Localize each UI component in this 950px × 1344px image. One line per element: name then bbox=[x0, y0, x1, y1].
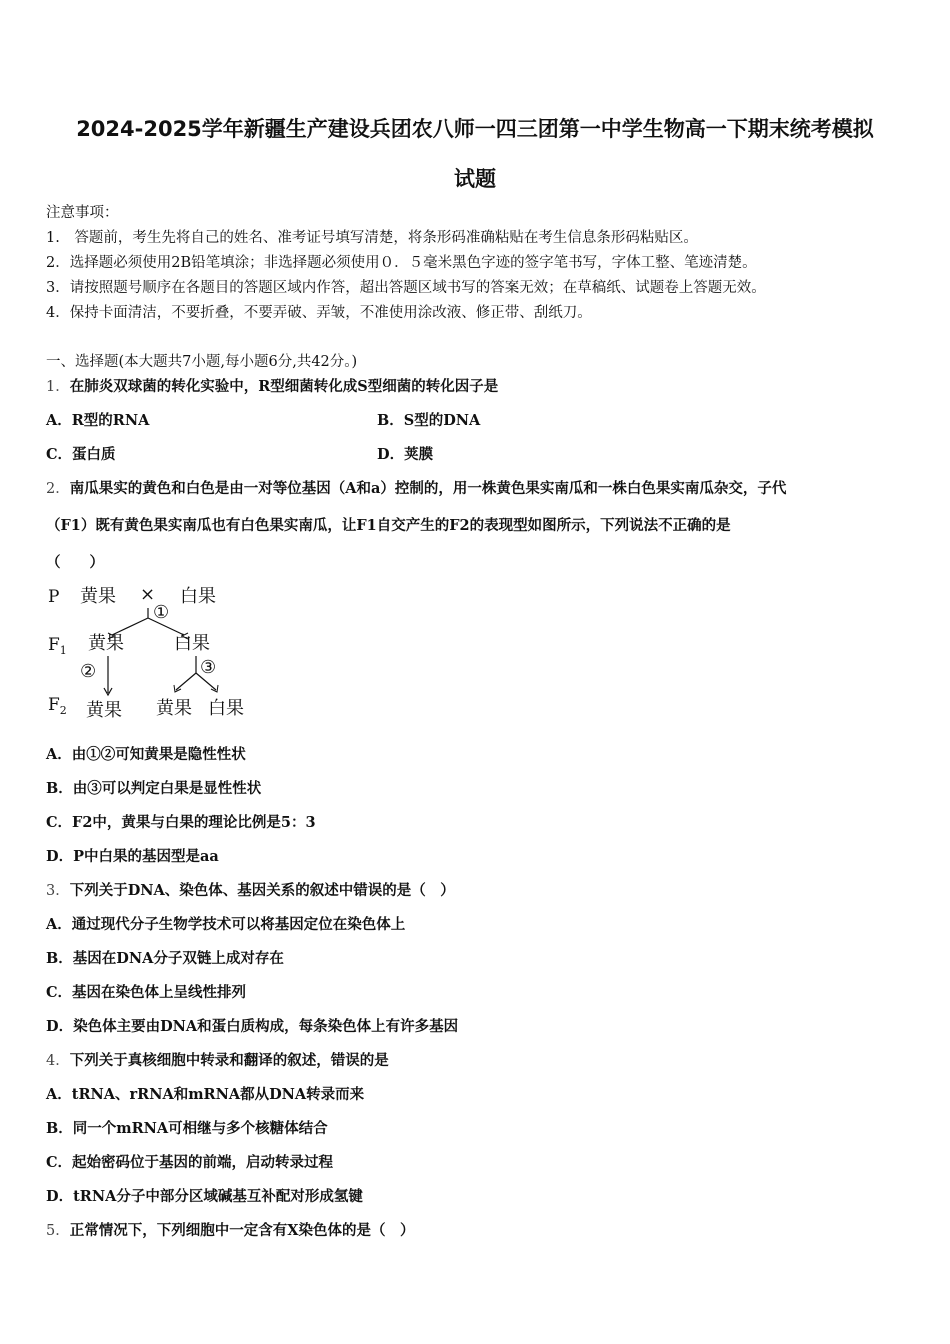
question-stem: 在肺炎双球菌的转化实验中，R型细菌转化成S型细菌的转化因子是 bbox=[69, 378, 499, 395]
q1-option-c: C．蛋白质 bbox=[46, 446, 116, 463]
selfing-arrow-yellow bbox=[104, 656, 112, 695]
f2-yellow-fruit: 黄果 bbox=[86, 700, 122, 721]
notice-item: 2．选择题必须使用2B铅笔填涂；非选择题必须使用０．５毫米黑色字迹的签字笔书写，字体工整、笔迹清楚。 bbox=[46, 255, 757, 271]
question-number: 5． bbox=[46, 1223, 70, 1239]
step-1-marker: ① bbox=[153, 602, 170, 623]
step-2-marker: ② bbox=[80, 661, 97, 682]
question-5 bbox=[46, 1221, 414, 1241]
p-white-fruit: 白果 bbox=[180, 586, 216, 607]
p-yellow-fruit: 黄果 bbox=[80, 586, 116, 607]
question-number: 1． bbox=[46, 379, 70, 395]
q1-option-b: B．S型的DNA bbox=[377, 412, 481, 429]
page-title: 2024-2025学年新疆生产建设兵团农八师一四三团第一中学生物高一下期末统考模拟 bbox=[76, 117, 874, 141]
page-title-continued: 试题 bbox=[454, 167, 496, 191]
question-stem-continued: （F1）既有黄色果实南瓜也有白色果实南瓜，让F1自交产生的F2的表现型如图所示，下列说法不正确的是 bbox=[46, 517, 731, 534]
q1-option-a: A．R型的RNA bbox=[46, 412, 150, 429]
question-stem: 下列关于DNA、染色体、基因关系的叙述中错误的是（ ） bbox=[69, 882, 455, 899]
notice-item: 4．保持卡面清洁，不要折叠，不要弄破、弄皱，不准使用涂改液、修正带、刮纸刀。 bbox=[46, 305, 592, 321]
q3-option-b: B．基因在DNA分子双链上成对存在 bbox=[46, 950, 284, 967]
answer-blank: （ ） bbox=[46, 554, 104, 571]
q2-option-a: A．由①②可知黄果是隐性性状 bbox=[46, 746, 246, 763]
q4-option-a: A．tRNA、rRNA和mRNA都从DNA转录而来 bbox=[46, 1086, 365, 1103]
q4-option-d: D．tRNA分子中部分区域碱基互补配对形成氢键 bbox=[46, 1188, 363, 1205]
q3-option-d: D．染色体主要由DNA和蛋白质构成，每条染色体上有许多基因 bbox=[46, 1018, 459, 1035]
section-heading: 一、选择题(本大题共7小题,每小题6分,共42分。) bbox=[46, 354, 358, 370]
question-3 bbox=[46, 881, 455, 901]
q3-option-c: C．基因在染色体上呈线性排列 bbox=[46, 984, 247, 1001]
genetic-cross-diagram bbox=[44, 578, 264, 728]
generation-f2-label: $F_2$ bbox=[48, 695, 67, 717]
question-stem: 正常情况下，下列细胞中一定含有X染色体的是（ ） bbox=[69, 1222, 415, 1239]
f2-yellow-fruit: 黄果 bbox=[156, 698, 192, 719]
step-3-marker: ③ bbox=[200, 657, 217, 678]
question-number: 3． bbox=[46, 883, 70, 899]
q4-option-c: C．起始密码位于基因的前端，启动转录过程 bbox=[46, 1154, 334, 1171]
question-number: 4． bbox=[46, 1053, 70, 1069]
question-4 bbox=[46, 1051, 389, 1071]
notice-heading: 注意事项： bbox=[46, 205, 119, 221]
question-2 bbox=[46, 479, 786, 499]
q2-option-d: D．P中白果的基因型是aa bbox=[46, 848, 219, 865]
cross-symbol: × bbox=[140, 584, 156, 605]
generation-f1-label: $F_1$ bbox=[48, 635, 67, 657]
cross-branch-lines bbox=[112, 608, 184, 635]
q4-option-b: B．同一个mRNA可相继与多个核糖体结合 bbox=[46, 1120, 328, 1137]
f2-white-fruit: 白果 bbox=[208, 698, 244, 719]
question-1 bbox=[46, 377, 498, 397]
f1-white-fruit: 白果 bbox=[174, 633, 210, 654]
q2-option-c: C．F2中，黄果与白果的理论比例是5：3 bbox=[46, 814, 316, 831]
question-stem: 下列关于真核细胞中转录和翻译的叙述，错误的是 bbox=[69, 1052, 389, 1069]
q1-option-d: D．荚膜 bbox=[377, 446, 434, 463]
question-stem: 南瓜果实的黄色和白色是由一对等位基因（A和a）控制的，用一株黄色果实南瓜和一株白色果实南瓜杂交，子代 bbox=[69, 480, 787, 497]
notice-item: 3．请按照题号顺序在各题目的答题区域内作答，超出答题区域书写的答案无效；在草稿纸、试题卷上答题无效。 bbox=[46, 280, 766, 296]
f1-yellow-fruit: 黄果 bbox=[88, 633, 124, 654]
q2-option-b: B．由③可以判定白果是显性性状 bbox=[46, 780, 262, 797]
question-number: 2． bbox=[46, 481, 70, 497]
q3-option-a: A．通过现代分子生物学技术可以将基因定位在染色体上 bbox=[46, 916, 406, 933]
generation-p-label: P bbox=[48, 587, 60, 607]
notice-item: 1. 答题前，考生先将自己的姓名、准考证号填写清楚，将条形码准确粘贴在考生信息条形码粘贴区。 bbox=[46, 230, 698, 246]
